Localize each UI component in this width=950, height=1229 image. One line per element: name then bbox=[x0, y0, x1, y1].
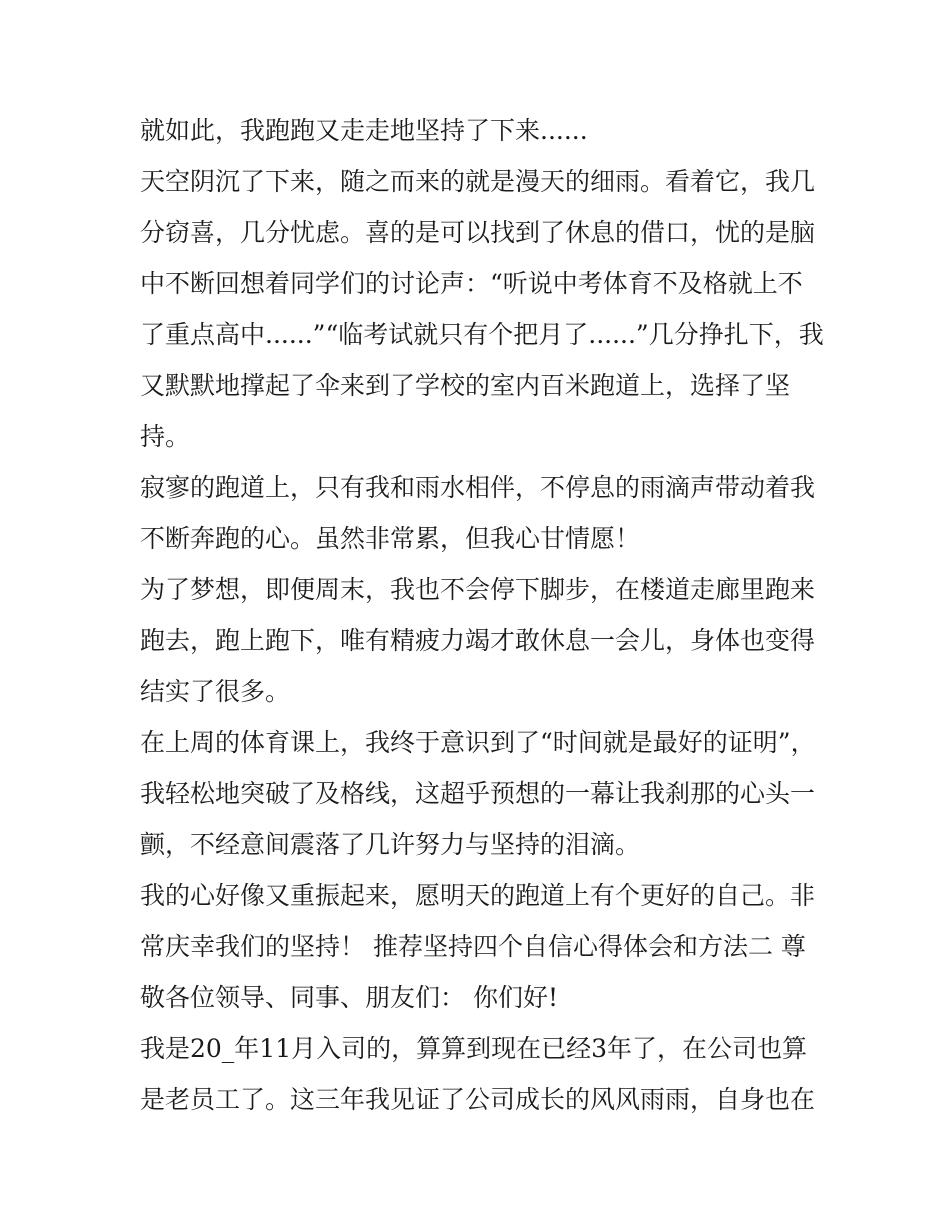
text-line: 我的心好像又重振起来，愿明天的跑道上有个更好的自己。非 bbox=[140, 881, 816, 910]
text-line: 常庆幸我们的坚持！ 推荐坚持四个自信心得体会和方法二 尊 bbox=[140, 932, 806, 961]
text-line: 为了梦想，即便周末，我也不会停下脚步，在楼道走廊里跑来 bbox=[140, 575, 816, 604]
text-line: 分窃喜，几分忧虑。喜的是可以找到了休息的借口，忧的是脑 bbox=[140, 218, 816, 247]
text-line: 天空阴沉了下来，随之而来的就是漫天的细雨。看着它，我几 bbox=[140, 167, 816, 196]
text-line: 持。 bbox=[140, 422, 191, 451]
text-line: 寂寥的跑道上，只有我和雨水相伴，不停息的雨滴声带动着我 bbox=[140, 473, 816, 502]
text-line: 中不断回想着同学们的讨论声：“听说中考体育不及格就上不 bbox=[140, 269, 803, 298]
text-line: 敬各位领导、同事、朋友们： 你们好! bbox=[140, 983, 558, 1012]
text-line: 跑去，跑上跑下，唯有精疲力竭才敢休息一会儿，身体也变得 bbox=[140, 626, 816, 655]
text-line: 在上周的体育课上，我终于意识到了“时间就是最好的证明”， bbox=[140, 728, 816, 757]
text-line: 不断奔跑的心。虽然非常累，但我心甘情愿！ bbox=[140, 524, 641, 553]
text-line: 我是20_年11月入司的，算算到现在已经3年了，在公司也算 bbox=[140, 1034, 808, 1063]
text-line: 是老员工了。这三年我见证了公司成长的风风雨雨，自身也在 bbox=[140, 1085, 816, 1114]
text-line: 颤，不经意间震落了几许努力与坚持的泪滴。 bbox=[140, 830, 641, 859]
text-line: 我轻松地突破了及格线，这超乎预想的一幕让我刹那的心头一 bbox=[140, 779, 816, 808]
text-line: 了重点高中......”“临考试就只有个把月了......”几分挣扎下，我 bbox=[140, 320, 824, 349]
text-line: 就如此，我跑跑又走走地坚持了下来...... bbox=[140, 116, 588, 145]
text-line: 又默默地撑起了伞来到了学校的室内百米跑道上，选择了坚 bbox=[140, 371, 791, 400]
document-body bbox=[140, 110, 830, 1130]
text-line: 结实了很多。 bbox=[140, 677, 291, 706]
